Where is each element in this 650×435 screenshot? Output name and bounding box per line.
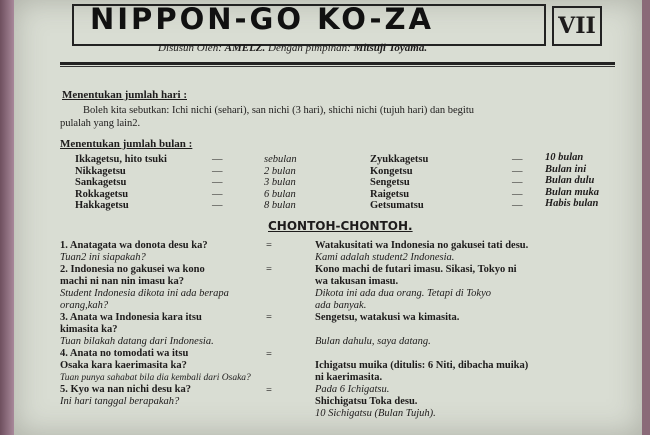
example-translation: Pada 6 Ichigatsu. <box>315 384 390 395</box>
months-left-id <box>264 154 297 212</box>
month-meaning: 2 bulan <box>264 165 296 177</box>
example-question: Osaka kara kaerimasita ka? <box>60 360 187 371</box>
example-translation: Tuan punya sahabat bila dia kembali dari Osaka? <box>60 373 251 383</box>
example-translation: Student Indonesia dikota ini ada berapa <box>60 288 229 299</box>
equals-sign: = <box>266 240 272 251</box>
example-question: machi ni nan nin imasu ka? <box>60 276 185 287</box>
example-question: kimasita ka? <box>60 324 118 335</box>
example-translation: Tuan2 ini siapakah? <box>60 252 146 263</box>
example-translation: Ini hari tanggal berapakah? <box>60 396 180 407</box>
header-rule <box>60 62 615 65</box>
month-term: Nikkagetsu <box>75 165 126 177</box>
month-meaning: Bulan dulu <box>545 175 595 186</box>
example-question: 3. Anata wa Indonesia kara itsu <box>60 312 202 323</box>
month-meaning: 8 bulan <box>264 200 296 211</box>
month-meaning: 6 bulan <box>264 188 296 200</box>
page-edge <box>0 0 14 435</box>
dash: — <box>212 154 223 165</box>
month-meaning: 3 bulan <box>264 177 296 188</box>
dash: — <box>212 200 223 211</box>
month-term: Ikkagetsu, hito tsuki <box>75 154 167 165</box>
header-rule-thin <box>60 66 615 67</box>
byline-supervisor: Mitsuji Toyama. <box>353 42 428 54</box>
example-translation: Dikota ini ada dua orang. Tetapi di Tokyo <box>315 288 491 299</box>
volume-number: VII <box>552 6 602 46</box>
months-right-id <box>545 152 599 210</box>
dash: — <box>512 188 523 200</box>
example-translation: ada banyak. <box>315 300 367 311</box>
month-meaning: Habis bulan <box>545 198 599 209</box>
dash: — <box>512 154 523 165</box>
example-translation: Kami adalah student2 Indonesia. <box>315 252 455 263</box>
byline-middle: Dengan pimpinan: <box>268 42 351 54</box>
example-answer: Sengetsu, watakusi wa kimasita. <box>315 312 460 323</box>
month-term: Zyukkagetsu <box>370 154 429 165</box>
days-line-1: Boleh kita sebutkan: Ichi nichi (sehari), san nichi (3 hari), shichi nichi (tujuh hari) dan begitu <box>83 105 475 116</box>
months-right-dashes <box>512 154 523 212</box>
month-meaning: sebulan <box>264 154 297 165</box>
month-term: Sankagetsu <box>75 177 127 188</box>
dash: — <box>212 165 223 177</box>
month-term: Raigetsu <box>370 188 410 200</box>
month-term: Sengetsu <box>370 177 410 188</box>
months-heading: Menentukan jumlah bulan : <box>60 138 193 150</box>
example-answer: ni kaerimasita. <box>315 372 383 383</box>
example-translation: Tuan bilakah datang dari Indonesia. <box>60 336 214 347</box>
month-meaning: 10 bulan <box>545 152 584 163</box>
example-translation: orang,kah? <box>60 300 109 311</box>
example-answer: wa takusan imasu. <box>315 276 399 287</box>
example-question: 4. Anata no tomodati wa itsu <box>60 348 189 359</box>
example-answer: Ichigatsu muika (ditulis: 6 Niti, dibacha muika) <box>315 360 529 371</box>
month-term: Rokkagetsu <box>75 188 129 200</box>
example-translation: 10 Sichigatsu (Bulan Tujuh). <box>315 408 436 419</box>
example-answer: Shichigatsu Toka desu. <box>315 396 418 407</box>
example-question: 1. Anatagata wa donota desu ka? <box>60 240 208 251</box>
days-line-2: pulalah yang lain2. <box>60 118 141 129</box>
months-right-jp <box>370 154 428 212</box>
month-term: Hakkagetsu <box>75 200 129 211</box>
equals-sign: = <box>266 385 272 396</box>
dash: — <box>512 165 523 177</box>
example-answer: Kono machi de futari imasu. Sikasi, Tokyo ni <box>315 264 517 275</box>
months-left-dashes <box>212 154 223 212</box>
month-meaning: Bulan muka <box>545 186 599 198</box>
dash: — <box>512 200 523 211</box>
equals-sign: = <box>266 349 272 360</box>
byline-author: AMELZ. <box>224 42 266 54</box>
month-term: Kongetsu <box>370 165 413 177</box>
days-heading: Menentukan jumlah hari : <box>62 89 187 101</box>
dash: — <box>512 177 523 188</box>
equals-sign: = <box>266 264 272 275</box>
examples-heading: CHONTOH-CHONTOH. <box>268 219 413 233</box>
months-left-jp <box>75 154 167 212</box>
example-question: 5. Kyo wa nan nichi desu ka? <box>60 384 191 395</box>
page-title: NIPPON-GO KO-ZA <box>90 2 434 36</box>
dash: — <box>212 188 223 200</box>
month-term: Getsumatsu <box>370 200 424 211</box>
month-meaning: Bulan ini <box>545 163 587 175</box>
example-answer: Watakusitati wa Indonesia no gakusei tati desu. <box>315 240 529 251</box>
examples-left <box>60 240 251 408</box>
byline <box>158 42 427 54</box>
byline-prefix: Disusun Oleh: <box>158 42 222 54</box>
dash: — <box>212 177 223 188</box>
example-translation: Bulan dahulu, saya datang. <box>315 336 431 347</box>
examples-right <box>315 240 528 420</box>
equals-sign: = <box>266 312 272 323</box>
example-question: 2. Indonesia no gakusei wa kono <box>60 264 205 275</box>
